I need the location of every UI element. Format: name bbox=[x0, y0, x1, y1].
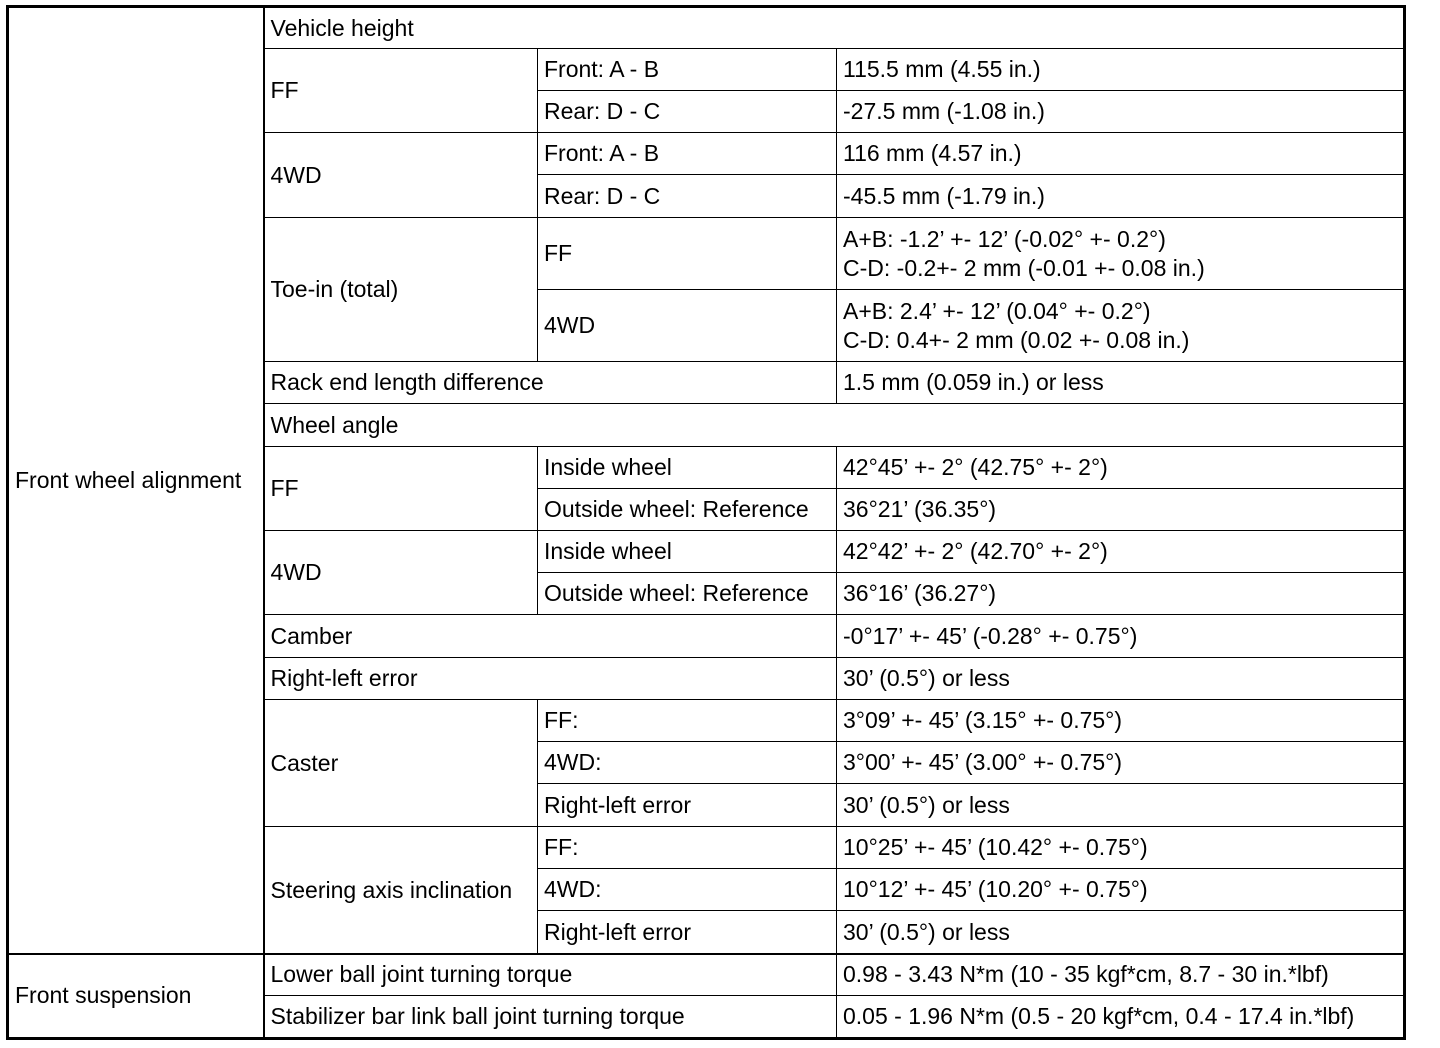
toe-in-ff-value-line-2: C-D: -0.2+- 2 mm (-0.01 +- 0.08 in.) bbox=[843, 254, 1205, 281]
steering-axis-4wd-value: 10°12’ +- 45’ (10.20° +- 0.75°) bbox=[837, 869, 1405, 911]
caster-ff-value: 3°09’ +- 45’ (3.15° +- 0.75°) bbox=[837, 700, 1405, 742]
steering-axis-ff-label: FF: bbox=[538, 827, 837, 869]
vehicle-height-ff-front-label: Front: A - B bbox=[538, 49, 837, 91]
steering-axis-right-left-error-label: Right-left error bbox=[538, 911, 837, 954]
wheel-angle-4wd-inside-value: 42°42’ +- 2° (42.70° +- 2°) bbox=[837, 531, 1405, 573]
rack-end-value: 1.5 mm (0.059 in.) or less bbox=[837, 362, 1405, 404]
caster-label: Caster bbox=[264, 700, 538, 827]
steering-axis-ff-value: 10°25’ +- 45’ (10.42° +- 0.75°) bbox=[837, 827, 1405, 869]
wheel-angle-4wd-inside-label: Inside wheel bbox=[538, 531, 837, 573]
wheel-angle-ff-label: FF bbox=[264, 447, 538, 531]
wheel-angle-4wd-outside-value: 36°16’ (36.27°) bbox=[837, 573, 1405, 615]
toe-in-4wd-value-line-2: C-D: 0.4+- 2 mm (0.02 +- 0.08 in.) bbox=[843, 326, 1190, 353]
vehicle-height-ff-label: FF bbox=[264, 49, 538, 133]
vehicle-height-4wd-rear-value: -45.5 mm (-1.79 in.) bbox=[837, 175, 1405, 218]
toe-in-4wd-value-line-1: A+B: 2.4’ +- 12’ (0.04° +- 0.2°) bbox=[843, 297, 1151, 324]
wheel-angle-4wd-outside-label: Outside wheel: Reference bbox=[538, 573, 837, 615]
toe-in-4wd-label: 4WD bbox=[538, 290, 837, 362]
wheel-angle-ff-inside-label: Inside wheel bbox=[538, 447, 837, 489]
section-title-vehicle-height: Vehicle height bbox=[264, 7, 1405, 49]
vehicle-height-ff-front-value: 115.5 mm (4.55 in.) bbox=[837, 49, 1405, 91]
toe-in-4wd-value bbox=[837, 290, 1405, 362]
steering-axis-4wd-label: 4WD: bbox=[538, 869, 837, 911]
vehicle-height-4wd-label: 4WD bbox=[264, 133, 538, 218]
camber-value: -0°17’ +- 45’ (-0.28° +- 0.75°) bbox=[837, 615, 1405, 658]
steering-axis-right-left-error-value: 30’ (0.5°) or less bbox=[837, 911, 1405, 954]
stabilizer-bar-link-label: Stabilizer bar link ball joint turning torque bbox=[264, 996, 837, 1039]
lower-ball-joint-value: 0.98 - 3.43 N*m (10 - 35 kgf*cm, 8.7 - 30 in.*lbf) bbox=[837, 954, 1405, 996]
camber-right-left-error-label: Right-left error bbox=[264, 658, 837, 700]
wheel-angle-ff-outside-value: 36°21’ (36.35°) bbox=[837, 489, 1405, 531]
caster-4wd-value: 3°00’ +- 45’ (3.00° +- 0.75°) bbox=[837, 742, 1405, 784]
caster-right-left-error-value: 30’ (0.5°) or less bbox=[837, 784, 1405, 827]
group-label-front-suspension: Front suspension bbox=[8, 954, 264, 1039]
toe-in-label: Toe-in (total) bbox=[264, 218, 538, 362]
toe-in-ff-label: FF bbox=[538, 218, 837, 290]
camber-label: Camber bbox=[264, 615, 837, 658]
vehicle-height-4wd-front-label: Front: A - B bbox=[538, 133, 837, 175]
caster-ff-label: FF: bbox=[538, 700, 837, 742]
steering-axis-inclination-label: Steering axis inclination bbox=[264, 827, 538, 954]
toe-in-ff-value-line-1: A+B: -1.2’ +- 12’ (-0.02° +- 0.2°) bbox=[843, 225, 1166, 252]
spec-table bbox=[6, 5, 1406, 1040]
section-title-wheel-angle: Wheel angle bbox=[264, 404, 1405, 447]
wheel-angle-4wd-label: 4WD bbox=[264, 531, 538, 615]
vehicle-height-4wd-front-value: 116 mm (4.57 in.) bbox=[837, 133, 1405, 175]
vehicle-height-ff-rear-value: -27.5 mm (-1.08 in.) bbox=[837, 91, 1405, 133]
vehicle-height-4wd-rear-label: Rear: D - C bbox=[538, 175, 837, 218]
rack-end-label: Rack end length difference bbox=[264, 362, 837, 404]
toe-in-ff-value bbox=[837, 218, 1405, 290]
camber-right-left-error-value: 30’ (0.5°) or less bbox=[837, 658, 1405, 700]
wheel-angle-ff-outside-label: Outside wheel: Reference bbox=[538, 489, 837, 531]
caster-4wd-label: 4WD: bbox=[538, 742, 837, 784]
lower-ball-joint-label: Lower ball joint turning torque bbox=[264, 954, 837, 996]
vehicle-height-ff-rear-label: Rear: D - C bbox=[538, 91, 837, 133]
group-label-front-wheel-alignment: Front wheel alignment bbox=[8, 7, 264, 954]
caster-right-left-error-label: Right-left error bbox=[538, 784, 837, 827]
wheel-angle-ff-inside-value: 42°45’ +- 2° (42.75° +- 2°) bbox=[837, 447, 1405, 489]
stabilizer-bar-link-value: 0.05 - 1.96 N*m (0.5 - 20 kgf*cm, 0.4 - 17.4 in.*lbf) bbox=[837, 996, 1405, 1039]
